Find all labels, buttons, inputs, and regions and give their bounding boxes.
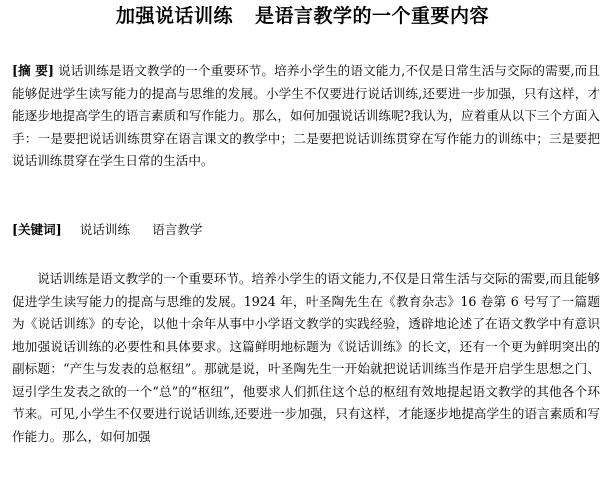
keyword-item: 语言教学	[152, 222, 203, 237]
keyword-item: 说话训练	[79, 222, 131, 237]
abstract-label: [摘 要]	[12, 63, 54, 78]
document-title	[0, 4, 605, 28]
abstract-paragraph	[12, 60, 600, 173]
title-part-1: 加强说话训练	[115, 5, 233, 27]
keywords-label: [关键词]	[12, 222, 62, 237]
keywords-line	[12, 219, 600, 242]
title-part-2: 是语言教学的一个重要内容	[255, 5, 490, 27]
body-paragraph: 说话训练是语文教学的一个重要环节。培养小学生的语文能力,不仅是日常生活与交际的需要,而且能够促进学生读写能力的提高与思维的发展。1924 年，叶圣陶先生在《教育杂志》16 卷第 6 号写了一篇题为《说话训练》的专论，以他十余年从事中小学语文教学的实践经验，透辟地论述了在语文教学中有意识地加强说话训练的必要性和具体要求。这篇鲜明地标题为《说话训练》的长文，还有一个更为鲜明突出的副标题：“产生与发表的总枢纽”。那就是说，叶圣陶先生一开始就把说话训练当作是开启学生思想之门、逗引学生发表之欲的一个“总”的“枢纽”，他要求人们抓住这个总的枢纽有效地提起语文教学的其他各个环节来。可见,小学生不仅要进行说话训练,还要进一步加强，只有这样，才能逐步地提高学生的语言素质和写作能力。那么，如何加强	[12, 271, 600, 444]
abstract-text: 说话训练是语文教学的一个重要环节。培养小学生的语文能力,不仅是日常生活与交际的需要,而且能够促进学生读写能力的提高与思维的发展。小学生不仅要进行说话训练,还要进一步加强，只有这样，才能逐步地提高学生的语言素质和写作能力。那么，如何加强说话训练呢?我认为，应着重从以下三个方面入手：一是要把说话训练贯穿在语言课文的教学中；二是要把说话训练贯穿在写作能力的训练中；三是要把说话训练贯穿在学生日常的生活中。	[12, 63, 600, 168]
